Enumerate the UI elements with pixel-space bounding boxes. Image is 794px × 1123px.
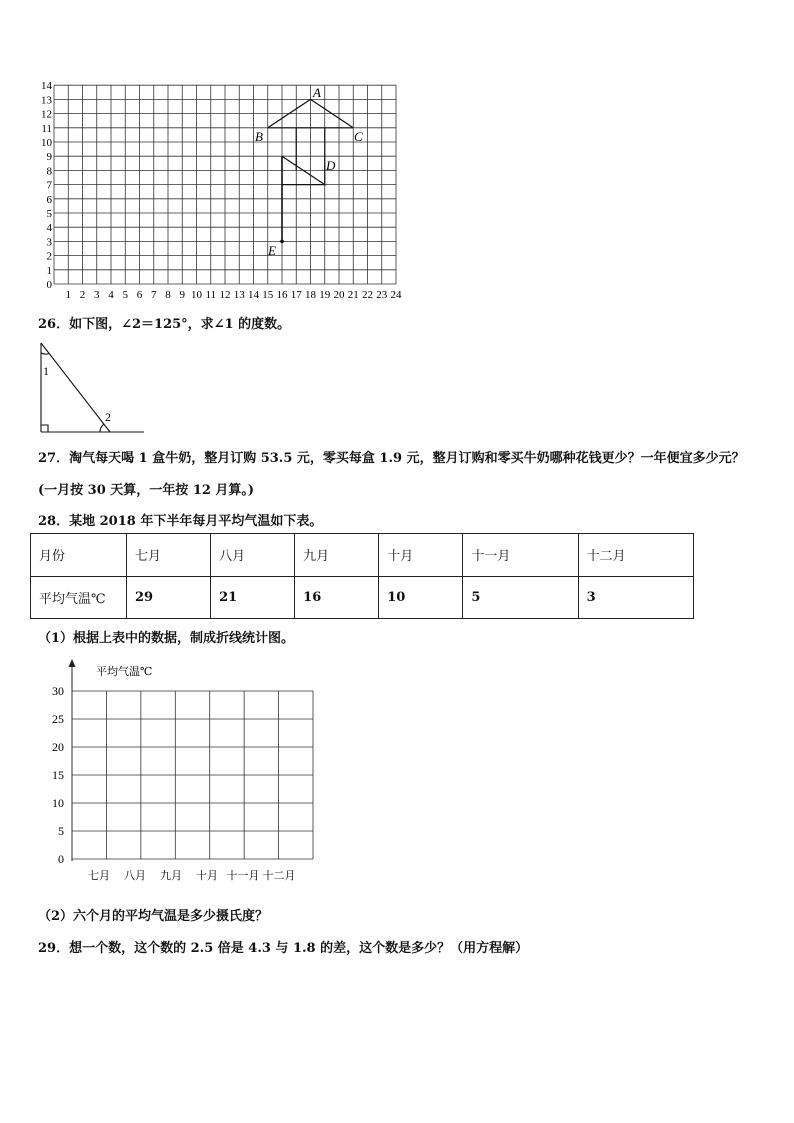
angle-2-label: 2 [105,410,111,424]
chart-y-tick-label: 5 [58,824,64,838]
y-axis-arrow [69,659,76,667]
grid-y-tick-label: 6 [46,193,52,206]
chart-x-tick-label: 十一月 [226,870,260,882]
question-27-line1: 27．淘气每天喝 1 盒牛奶，整月订购 53.5 元，零买每盒 1.9 元，整月订购和零买牛奶哪种花钱更少？一年便宜多少元？ [38,451,745,466]
grid-x-tick-label: 3 [94,289,100,301]
angle-1-label: 1 [43,364,49,378]
temperature-table [30,533,694,619]
question-29: 29．想一个数，这个数的 2.5 倍是 4.3 与 1.8 的差，这个数是多少？（用方程解） [38,941,529,956]
month-cell: 八月 [211,534,295,577]
grid-x-tick-label: 6 [136,289,143,301]
chart-y-tick-label: 25 [52,712,64,726]
question-27-line2: (一月按 30 天算，一年按 12 月算。) [38,483,255,498]
grid-x-tick-label: 19 [319,289,331,301]
question-28-part-2: （2）六个月的平均气温是多少摄氏度？ [38,909,269,924]
grid-x-tick-label: 18 [305,289,316,301]
label-d: D [326,158,336,173]
grid-y-tick-label: 8 [46,165,52,178]
grid-y-tick-label: 10 [41,137,52,149]
temperature-cell: 29 [127,576,211,619]
grid-x-tick-label: 21 [347,289,359,301]
label-e: E [268,243,276,258]
grid-x-ticks [66,289,403,301]
coordinate-grid-figure [30,78,410,303]
grid-x-tick-label: 7 [151,289,157,301]
chart-y-tick-label: 15 [52,768,64,782]
point-e [280,240,284,244]
grid-y-tick-label: 2 [46,250,52,263]
grid-x-tick-label: 13 [233,289,245,301]
grid-x-tick-label: 23 [376,289,388,301]
grid-y-tick-label: 12 [41,108,52,121]
chart-y-tick-label: 30 [52,684,64,698]
chart-y-tick-label: 0 [58,852,64,866]
chart-x-tick-label: 十二月 [262,870,296,882]
table-row-temperature [31,576,694,619]
chart-y-tick-label: 20 [52,740,64,754]
month-cell: 十一月 [463,534,578,577]
grid-x-tick-label: 15 [262,289,274,301]
grid-x-tick-label: 20 [333,289,345,301]
table-header-label: 月份 [31,534,127,577]
chart-y-label: 平均气温℃ [96,666,153,678]
label-c: C [354,129,363,144]
table-row-month [31,534,694,577]
chart-y-ticks [52,684,64,866]
label-b: B [255,129,263,144]
grid-x-tick-label: 14 [248,289,259,301]
month-cell: 七月 [127,534,211,577]
grid-x-tick-label: 1 [65,289,71,301]
chart-x-tick-label: 十月 [196,870,218,882]
grid-y-tick-label: 5 [46,208,52,220]
right-triangle-figure [30,338,150,438]
grid-y-tick-label: 0 [46,279,52,291]
grid-y-ticks [41,80,53,291]
temperature-cell: 3 [578,576,693,619]
chart-x-ticks [88,868,296,882]
question-26: 26．如下图，∠2＝125°，求∠1 的度数。 [38,317,291,332]
temperature-cell: 21 [211,576,295,619]
grid-x-tick-label: 10 [191,289,202,301]
grid-x-tick-label: 5 [122,289,128,301]
grid-x-tick-label: 16 [276,289,288,301]
grid-y-tick-label: 9 [46,151,52,164]
chart-x-tick-label: 九月 [160,870,182,882]
month-cell: 十月 [379,534,463,577]
grid-x-tick-label: 24 [390,289,402,301]
grid-x-tick-label: 22 [362,289,373,301]
grid-y-tick-label: 11 [41,122,52,135]
month-cell: 九月 [295,534,379,577]
grid-y-tick-label: 14 [41,80,52,93]
grid-x-tick-label: 12 [219,289,231,301]
grid-x-tick-label: 11 [205,289,217,301]
question-28: 28．某地 2018 年下半年每月平均气温如下表。 [38,514,323,529]
temperature-cell: 10 [379,576,463,619]
grid-y-tick-label: 13 [41,94,52,107]
chart-x-tick-label: 八月 [124,870,146,882]
question-28-part-1: （1）根据上表中的数据，制成折线统计图。 [38,631,295,646]
grid-x-tick-label: 9 [179,289,185,301]
grid-lines [54,85,396,284]
grid-x-tick-label: 8 [165,289,171,301]
grid-y-tick-label: 1 [46,264,52,277]
label-a: A [313,85,321,100]
chart-y-tick-label: 10 [52,796,64,810]
grid-y-tick-label: 7 [46,179,52,192]
temperature-cell: 5 [463,576,578,619]
blank-line-chart [30,655,330,890]
grid-x-tick-label: 4 [108,289,114,301]
grid-y-tick-label: 4 [46,222,52,235]
table-row-label: 平均气温℃ [31,576,127,619]
chart-grid [72,691,313,859]
temperature-cell: 16 [295,576,379,619]
grid-y-tick-label: 3 [46,236,52,249]
grid-x-tick-label: 17 [290,289,302,301]
chart-x-tick-label: 七月 [88,870,110,882]
grid-x-tick-label: 2 [79,289,86,301]
month-cell: 十二月 [578,534,693,577]
